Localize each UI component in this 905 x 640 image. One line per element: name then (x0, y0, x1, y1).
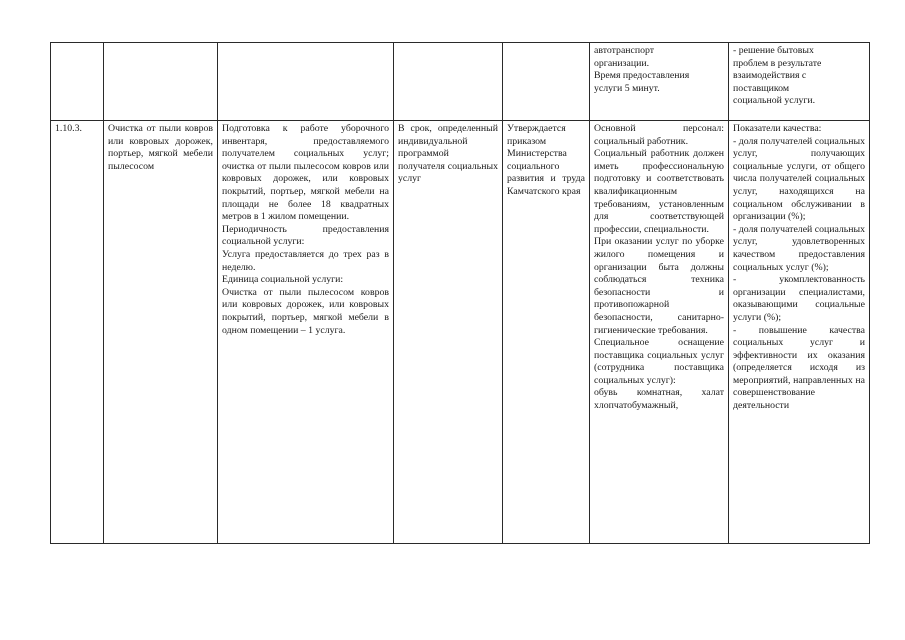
cell-conditions (590, 43, 729, 121)
description-paragraph: Единица социальной услуги: (222, 274, 344, 286)
indicators-paragraph: - доля получателей социальных услуг, удовлетворенных качеством предоставления социальных услуг (%); (733, 223, 865, 273)
indicators-paragraph: Показатели качества: (733, 123, 822, 134)
conditions-paragraph: Специальное оснащение поставщика социальных услуг (сотрудника поставщика социальных услуг): (594, 337, 724, 386)
description-paragraph: Подготовка к работе уборочного инвентаря, предоставляемого получателем социальных услуг; очистка от пыли пылесосом ковров или ковровых дорожек, или ковровых покрытий, портьер, мягкой мебели на площади не более 18 квадратных метров в 1 жилом помещении. (222, 123, 389, 223)
cell-number (51, 121, 104, 544)
cell-approval (503, 43, 590, 121)
conditions-paragraph: Социальный работник должен иметь профессиональную подготовку и соответствовать квалификационным требованиям, установленным для соответствующей профессии, специальности. (594, 148, 724, 235)
conditions-line: Время предоставления (594, 70, 690, 82)
services-table (50, 42, 870, 544)
indicators-line: проблем в результате (733, 57, 822, 69)
service-number: 1.10.3. (55, 123, 82, 134)
indicators-paragraph: - повышение качества социальных услуг и эффективности их оказания (определяется исходя из мероприятий, направленных на совершенствование деятельности (733, 324, 865, 412)
conditions-paragraph: Основной персонал: социальный работник. (594, 123, 724, 147)
cell-indicators (729, 121, 870, 544)
cell-description (218, 43, 394, 121)
table-row (51, 121, 870, 544)
service-name: Очистка от пыли ковров или ковровых дорожек, портьер, мягкой мебели пылесосом (108, 123, 213, 172)
conditions-paragraph: обувь комнатная, халат хлопчатобумажный, (594, 387, 724, 412)
indicators-line: - решение бытовых (733, 45, 814, 56)
conditions-line: организации. (594, 57, 650, 69)
cell-approval (503, 121, 590, 544)
description-paragraph: Услуга предоставляется до трех раз в неделю. (222, 248, 389, 273)
service-term: В срок, определенный индивидуальной программой получателя социальных услуг (398, 123, 498, 185)
indicators-paragraph: - доля получателей социальных услуг, получающих социальные услуги, от общего числа получателей социальных услуг, находящихся на социальном обслуживании в организации (%); (733, 135, 865, 223)
cell-term (394, 43, 503, 121)
cell-service-name (104, 121, 218, 544)
cell-indicators (729, 43, 870, 121)
cell-conditions (590, 121, 729, 544)
table-row (51, 43, 870, 121)
cell-number (51, 43, 104, 121)
cell-term (394, 121, 503, 544)
indicators-paragraph: - укомплектованность организации специалистами, оказывающими социальные услуги (%); (733, 274, 865, 323)
indicators-line: поставщиком (733, 82, 790, 94)
cell-description (218, 121, 394, 544)
conditions-line: автотранспорт (594, 45, 655, 56)
indicators-line: взаимодействия с (733, 70, 807, 82)
conditions-paragraph: При оказании услуг по уборке жилого помещения и организации быта должны соблюдаться техника безопасности и противопожарной безопасности, санитарно-гигиенические требования. (594, 236, 724, 336)
description-paragraph: Очистка от пыли пылесосом ковров или ковровых дорожек, или ковровых покрытий, портьер, мягкой мебели в одном помещении – 1 услуга. (222, 286, 389, 336)
service-approval: Утверждается приказом Министерства социального развития и труда Камчатского края (507, 123, 585, 197)
cell-service-name (104, 43, 218, 121)
indicators-line: социальной услуги. (733, 95, 816, 107)
description-paragraph: Периодичность предоставления социальной услуги: (222, 223, 389, 248)
conditions-line: услуги 5 минут. (594, 82, 660, 94)
